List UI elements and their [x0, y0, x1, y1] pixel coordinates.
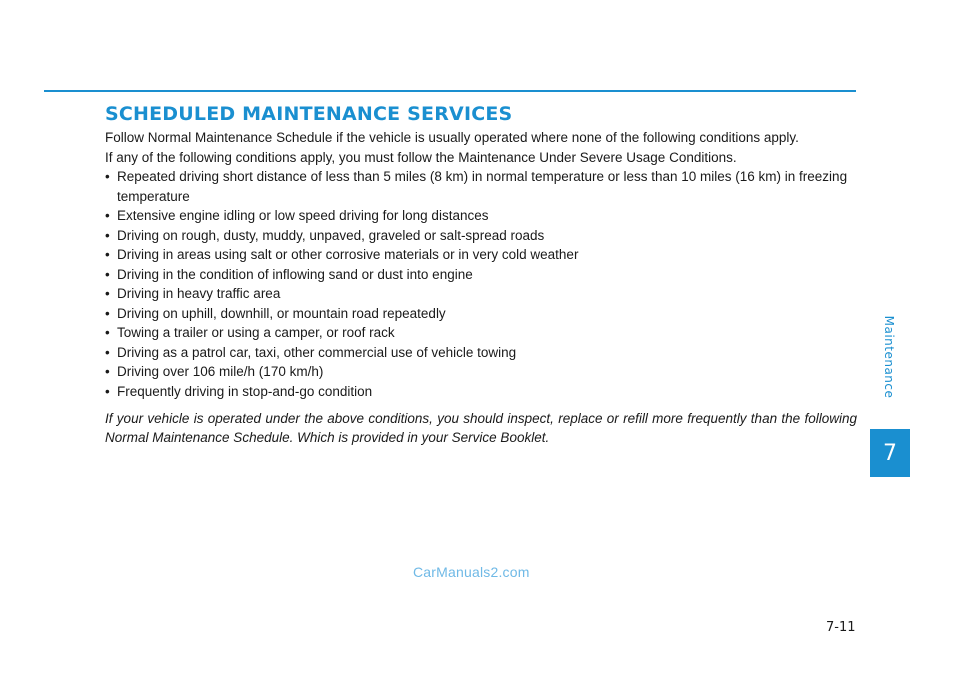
usage-note: If your vehicle is operated under the above conditions, you should inspect, replace or refill more frequently than the following Normal Maintenance Schedule. Which is provided in your Service Booklet. [105, 411, 857, 445]
section-title: SCHEDULED MAINTENANCE SERVICES [105, 103, 513, 125]
chapter-tab-label [882, 315, 896, 399]
condition-item: • Driving in heavy traffic area [105, 284, 857, 304]
top-divider [44, 90, 856, 92]
severe-conditions-list [105, 167, 857, 401]
page-number: 7-11 [826, 620, 856, 635]
condition-item: • Driving over 106 mile/h (170 km/h) [105, 362, 857, 382]
condition-item: • Repeated driving short distance of less than 5 miles (8 km) in normal temperature or less than 10 miles (16 km) in freezing temperature [105, 167, 857, 206]
chapter-number-badge: 7 [870, 429, 910, 477]
condition-item: • Driving as a patrol car, taxi, other commercial use of vehicle towing [105, 343, 857, 363]
intro-paragraph-1: Follow Normal Maintenance Schedule if the vehicle is usually operated where none of the following conditions apply. [105, 130, 799, 145]
section-content [105, 128, 857, 447]
condition-item: • Driving on rough, dusty, muddy, unpaved, graveled or salt-spread roads [105, 226, 857, 246]
watermark-link[interactable]: CarManuals2.com [413, 564, 530, 580]
intro-paragraph-2: If any of the following conditions apply, you must follow the Maintenance Under Severe Usage Conditions. [105, 149, 737, 165]
condition-item: • Towing a trailer or using a camper, or roof rack [105, 323, 857, 343]
chapter-tab-text: Maintenance [882, 315, 896, 399]
condition-item: • Extensive engine idling or low speed driving for long distances [105, 206, 857, 226]
condition-item: • Driving in the condition of inflowing sand or dust into engine [105, 265, 857, 285]
condition-item: • Driving in areas using salt or other corrosive materials or in very cold weather [105, 245, 857, 265]
condition-item: • Driving on uphill, downhill, or mountain road repeatedly [105, 304, 857, 324]
condition-item: • Frequently driving in stop-and-go condition [105, 382, 857, 402]
